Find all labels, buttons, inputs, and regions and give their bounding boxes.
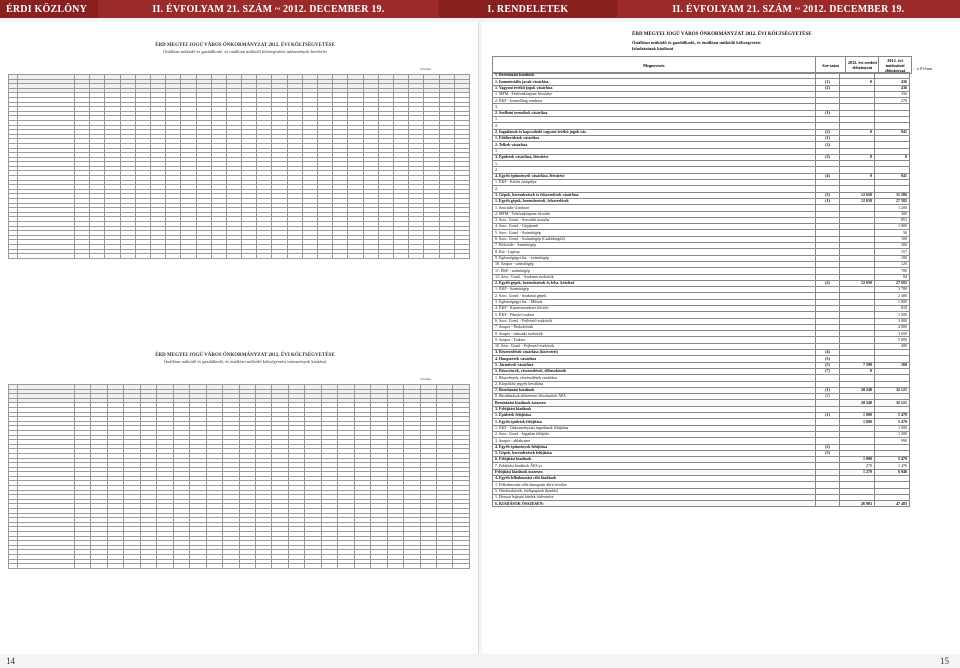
table1-title: ÉRD MEGYEI JOGÚ VÁROS ÖNKORMÁNYZAT 2012. ÉVI KÖLTSÉGVETÉSE: [155, 43, 335, 48]
table-cell-label: 5. Gépek, berendezések felújítása: [493, 450, 816, 456]
table-cell-b: 31 286: [875, 192, 910, 198]
table1-title-block: [100, 42, 390, 55]
table-cell-sor: (3): [815, 154, 839, 160]
table-cell: [157, 564, 173, 569]
table-cell-label: 7. Szapor - Parkolóórák: [493, 324, 816, 330]
table-cell-b: 1 500: [875, 431, 910, 437]
table-cell-label: 5. ÉKF - Fűnyíró traktor: [493, 312, 816, 318]
table-cell: [90, 254, 105, 259]
table-cell-label: 2. Szoc. Gond. - Szakmai gépek: [493, 293, 816, 299]
table-cell-a: 1 270: [840, 469, 875, 475]
table-cell-b: 32 121: [875, 387, 910, 393]
table-cell-label: 5. Szoc. Gond. - Számítógép: [493, 230, 816, 236]
table-cell-a: 270: [840, 463, 875, 469]
table-cell-b: 156: [875, 91, 910, 97]
table2-title: ÉRD MEGYEI JOGÚ VÁROS ÖNKORMÁNYZAT 2012. ÉVI KÖLTSÉGVETÉSE: [155, 353, 335, 358]
table-cell-b: 32 121: [875, 400, 910, 406]
table-cell-label: 4. Szoc. Gond. - Gépjármű: [493, 224, 816, 230]
table-cell: [135, 254, 150, 259]
table-cell-label: 1. Szociális Gondozó: [493, 205, 816, 211]
table-cell-label: 2. Ingatlanok és kapcsolódó vagyoni értékű jogok vás.: [493, 129, 816, 135]
table-cell-sor: (2): [815, 444, 839, 450]
table-cell-sor: (2): [815, 85, 839, 91]
table-cell-label: 8. Kiz - Laptop: [493, 249, 816, 255]
table-cell: [107, 564, 123, 569]
table-cell-b: 841: [875, 129, 910, 135]
table-cell: [9, 564, 18, 569]
table-cell-b: 5 470: [875, 413, 910, 419]
header-eredeti: 2012. évi eredeti előirányzat: [846, 57, 879, 73]
table-cell: [166, 254, 181, 259]
table-cell-b: 700: [875, 268, 910, 274]
table-cell-b: 1 000: [875, 299, 910, 305]
table-cell-label: 3. Szapor - ablakcsere: [493, 438, 816, 444]
table-cell-b: 810: [875, 305, 910, 311]
table-cell-b: 4 800: [875, 324, 910, 330]
table-cell-a: 20 240: [840, 387, 875, 393]
table-cell-b: 27 582: [875, 198, 910, 204]
table-cell-label: 3. Szoc. Gond. - Szociális konyha: [493, 217, 816, 223]
table-cell: [255, 564, 271, 569]
table-cell-sor: (1): [815, 79, 839, 85]
table-cell-label: 6. Felújítási kiadások: [493, 457, 816, 463]
table-cell-b: 436: [875, 79, 910, 85]
table-cell-b: 1 000: [875, 224, 910, 230]
dense-table-grid: [8, 384, 470, 569]
table1-subtitle: Önállóan működő és gazdálkodó, és önállóan működő költségvetési intézmények bevételei: [163, 49, 327, 54]
table-cell-label: 1.: [493, 161, 816, 167]
table-cell-b: 160: [875, 362, 910, 368]
table-cell-label: 7. Beruházási kiadások: [493, 387, 816, 393]
table-cell: [190, 564, 206, 569]
table-cell-label: 8. Beruházások előzetesen felszámított ÁFA: [493, 394, 816, 400]
table-cell-label: 1. Épületek felújítása: [493, 413, 816, 419]
right-page-unit: e Ft-ban: [917, 66, 932, 71]
table-cell-label: 7. Bölcsőde - Számítógép: [493, 243, 816, 249]
table-cell: [321, 564, 337, 569]
table-cell-sor: (2): [815, 280, 839, 286]
table-cell: [173, 564, 189, 569]
table-cell: [424, 254, 439, 259]
table-cell: [140, 564, 156, 569]
table-cell: [9, 254, 18, 259]
table-cell-label: 1. Földterületek vásárlása: [493, 135, 816, 141]
table-cell: [454, 254, 469, 259]
table-cell: [150, 254, 165, 259]
table-cell-a: 12 650: [840, 192, 875, 198]
table-cell-label: 1.: [493, 148, 816, 154]
table-cell-a: 0: [840, 368, 875, 374]
table-cell: [206, 564, 222, 569]
table-cell-sor: (4): [815, 350, 839, 356]
table-cell-sor: (2): [815, 142, 839, 148]
table-cell-b: 851: [875, 217, 910, 223]
table-cell: [272, 564, 288, 569]
table-cell-sor: (1): [815, 110, 839, 116]
table-cell-b: 270: [875, 98, 910, 104]
table-cell: [288, 564, 304, 569]
table-cell: [348, 254, 363, 259]
table-row: [9, 564, 470, 569]
table-cell-b: 5 470: [875, 457, 910, 463]
table-cell-sor: (2): [815, 129, 839, 135]
table-cell-label: 1. Vagyoni értékű jogok vásárlása: [493, 85, 816, 91]
header-modositott: 2012. évi módosított előirányzat: [885, 57, 906, 73]
table-cell-a: 0: [840, 79, 875, 85]
table-cell-label: 2.: [493, 123, 816, 129]
table-cell-b: 1 476: [875, 463, 910, 469]
table-cell-label: 4. Egyéb építmények felújítása: [493, 444, 816, 450]
table-cell-sor: (1): [815, 387, 839, 393]
table-cell-label: 1. Felhalmozási célú támogatás áht-n kívülre: [493, 482, 816, 488]
table-cell-a: 0: [840, 154, 875, 160]
table-cell: [302, 254, 317, 259]
table-cell-b: 27 582: [875, 280, 910, 286]
table-cell: [436, 564, 452, 569]
table-cell-label: 9. Szapor - Traktor: [493, 337, 816, 343]
table-cell-label: 2. Kárpótlási jegyek beváltása: [493, 381, 816, 387]
table-cell: [211, 254, 226, 259]
header-sorszam: Sor-szám: [816, 57, 847, 73]
table-cell-a: 12 650: [840, 280, 875, 286]
table-cell-b: 1 000: [875, 425, 910, 431]
table-cell: [439, 254, 454, 259]
table-cell-label: 3. Felújítási kiadások: [493, 406, 816, 412]
table-cell-a: 1 000: [840, 457, 875, 463]
table-cell: [404, 564, 420, 569]
table-cell-label: 6. Szoc. Gond. - Számítógép (Családsegítő): [493, 236, 816, 242]
table-cell-b: 120: [875, 261, 910, 267]
table-cell-label: 7. Felújítási kiadások ÁFA-ja: [493, 463, 816, 469]
table-cell: [354, 564, 370, 569]
table-cell-sor: (7): [815, 368, 839, 374]
table-cell-label: Felújítási kiadások összesen: [493, 469, 816, 475]
table-cell-b: 841: [875, 173, 910, 179]
table-cell-sor: (4): [815, 173, 839, 179]
table-cell-b: 5 470: [875, 419, 910, 425]
table-cell-label: 1.: [493, 117, 816, 123]
table-cell-b: 300: [875, 211, 910, 217]
left-page: [0, 22, 479, 654]
header-megnevezes: Megnevezés: [493, 57, 816, 73]
table-cell-b: 180: [875, 255, 910, 261]
table-cell-label: 3. Egészségügyi Int. - Műszer: [493, 299, 816, 305]
table-cell: [333, 254, 348, 259]
table-cell-label: 2. Szellemi termékek vásárlása: [493, 110, 816, 116]
table-cell: [305, 564, 321, 569]
table-cell: [371, 564, 387, 569]
table-cell-label: 2. Telkek vásárlása: [493, 142, 816, 148]
table-cell: [120, 254, 135, 259]
table-cell-b: 300: [875, 243, 910, 249]
table-cell-label: 6. KIADÁSOK ÖSSZESEN:: [493, 501, 816, 507]
table-cell: [453, 564, 470, 569]
table-cell-label: 2.: [493, 167, 816, 173]
table-cell-sor: (3): [815, 450, 839, 456]
table-cell-sor: (2): [815, 394, 839, 400]
table-cell-sor: (3): [815, 192, 839, 198]
table-cell: [318, 254, 333, 259]
table-cell: [239, 564, 255, 569]
table-cell-a: 20 240: [840, 400, 875, 406]
table-cell-a: 1 000: [840, 413, 875, 419]
table-cell-label: 1. Részvények, részesedések vásárlása: [493, 375, 816, 381]
table-cell: [242, 254, 257, 259]
right-page-title: ÉRD MEGYEI JOGÚ VÁROS ÖNKORMÁNYZAT 2012. ÉVI KÖLTSÉGVETÉSE: [632, 32, 812, 37]
table-cell-label: 10. Szapor - számítógép: [493, 261, 816, 267]
table-cell: [18, 564, 75, 569]
table-cell: [196, 254, 211, 259]
table-row: [493, 501, 910, 507]
table-cell-label: 1. ÉKF - Kettős futópálya: [493, 180, 816, 186]
table-cell-label: 2. Szoc. Gond. - Ingatlan felújítás: [493, 431, 816, 437]
table-cell: [420, 564, 436, 569]
table-cell-b: 2 400: [875, 293, 910, 299]
table-cell-b: 400: [875, 343, 910, 349]
table-cell-label: 11. ÉKF - számítógép: [493, 268, 816, 274]
table-cell-label: 1. Beruházási kiadások: [493, 73, 816, 79]
issue-label-right: II. ÉVFOLYAM 21. SZÁM ~ 2012. DECEMBER 19.: [617, 0, 960, 18]
table-cell: [105, 254, 120, 259]
right-page-subtitle-2: feladatainak kiadásai: [632, 46, 674, 51]
table-cell-sor: (5): [815, 362, 839, 368]
table-cell-sor: (1): [815, 413, 839, 419]
table-cell-a: 1 000: [840, 419, 875, 425]
table-cell: [223, 564, 239, 569]
table-cell-sor: [815, 501, 839, 507]
table-cell-label: 5. Hiteleszközök, értékpapírok (kiadás): [493, 488, 816, 494]
page-number-right: 15: [940, 656, 949, 666]
table-cell-label: 1. Hosszú lejáratú hitelek törlesztése: [493, 494, 816, 500]
section-label: I. RENDELETEK: [439, 0, 617, 18]
table-cell-label: 1. Egyéb gépek, berendezések, felszerelések: [493, 198, 816, 204]
table-cell: [338, 564, 354, 569]
table-cell-label: 12. Szoc. Gond. - Szakmai eszközök: [493, 274, 816, 280]
table-cell-b: 56: [875, 230, 910, 236]
table-cell-sor: (1): [815, 198, 839, 204]
table-cell: [387, 564, 403, 569]
table-cell: [75, 564, 91, 569]
table-cell-label: 5. Részvények, részesedések, állóeszközök: [493, 368, 816, 374]
table-cell-b: 3 050: [875, 331, 910, 337]
table-cell-a: 0: [840, 129, 875, 135]
table-cell-label: 5. Járművek vásárlása: [493, 362, 816, 368]
table-cell: [409, 254, 424, 259]
table-cell-b: 100: [875, 236, 910, 242]
table-cell-b: 84: [875, 274, 910, 280]
table-cell-b: 157: [875, 249, 910, 255]
table-cell-label: 1. Egyéb épületek felújítása: [493, 419, 816, 425]
right-page-subtitle-1: Önállóan működő és gazdálkodó, és önállóan működő költségvetési: [632, 40, 761, 45]
table-cell: [181, 254, 196, 259]
table-cell: [378, 254, 393, 259]
table-cell-a: 12 650: [840, 198, 875, 204]
table-cell: [393, 254, 408, 259]
table-cell-label: Beruházási kiadások összesen: [493, 400, 816, 406]
table2-title-block: [100, 352, 390, 365]
table-cell-label: 1. ÉKF - Számítógép: [493, 287, 816, 293]
table-row: [9, 254, 470, 259]
right-expense-table: [492, 72, 910, 507]
table-cell-b: 5 000: [875, 337, 910, 343]
table1-unit: e Ft-ban: [420, 67, 431, 71]
table-cell-label: 10. Szoc. Gond. - Fejlesztő eszközök: [493, 343, 816, 349]
table-cell-b: 990: [875, 438, 910, 444]
table-cell-a: 26 983: [840, 501, 875, 507]
table-cell-b: 436: [875, 85, 910, 91]
table-cell: [226, 254, 241, 259]
table-cell-b: 6 946: [875, 469, 910, 475]
table-cell-b: 1 200: [875, 205, 910, 211]
table-cell-b: 3 000: [875, 318, 910, 324]
journal-title-left: ÉRDI KÖZLÖNY: [0, 0, 98, 18]
table-cell-sor: (1): [815, 135, 839, 141]
table-cell: [257, 254, 272, 259]
table-cell-a: 0: [840, 173, 875, 179]
table-cell-label: 2.: [493, 186, 816, 192]
table-cell-label: 8. Szapor - műszaki eszközök: [493, 331, 816, 337]
table-cell-label: 9. Egészségügyi Int. - számítógép: [493, 255, 816, 261]
table-cell-label: 3. Részesedések vásárlása (közvetett): [493, 350, 816, 356]
table-cell: [18, 254, 75, 259]
table-cell-label: 1. ÉKF - Önkormányzati ingatlanok felújítása: [493, 425, 816, 431]
table-cell-label: 2. ÉKF - kontrolling rendszer: [493, 98, 816, 104]
table-cell: [91, 564, 107, 569]
table-cell: [272, 254, 287, 259]
table-cell-label: 4. ÉKF - Kamerarendszer bővítés: [493, 305, 816, 311]
table-cell-label: 1. Immateriális javak vásárlása: [493, 79, 816, 85]
page-number-left: 14: [6, 656, 15, 666]
table-cell-label: 4. Hangszerek vásárlása: [493, 356, 816, 362]
table-cell-b: 3 700: [875, 287, 910, 293]
table-cell-a: 7 590: [840, 362, 875, 368]
dense-table-grid: [8, 74, 470, 259]
page-header: [0, 0, 960, 18]
table-cell-label: 3.: [493, 104, 816, 110]
table-cell-b: 47 483: [875, 501, 910, 507]
table-cell-label: 3. Épületek vásárlása, létesítése: [493, 154, 816, 160]
table-cell-label: 6. Szoc. Gond. - Fejlesztő eszközök: [493, 318, 816, 324]
table-cell-label: 2. MFM - Telefonközpont frissítés: [493, 211, 816, 217]
table-cell-label: 1. MFM - Telefonközpont frissítése: [493, 91, 816, 97]
table-cell-label: 3. Gépek, berendezések és felszerelések vásárlása: [493, 192, 816, 198]
table-cell-label: 2. Egyéb gépek, berendezések és felsz. kötelező: [493, 280, 816, 286]
table-cell: [75, 254, 90, 259]
issue-label-left: II. ÉVFOLYAM 21. SZÁM ~ 2012. DECEMBER 19.: [98, 0, 439, 18]
table-cell-b: 1 500: [875, 312, 910, 318]
table-cell: [124, 564, 140, 569]
table-cell: [363, 254, 378, 259]
table2-unit: e Ft-ban: [420, 377, 431, 381]
table-cell-label: 4. Egyéb építmények vásárlása, létesítése: [493, 173, 816, 179]
table-cell-label: 4. Egyéb felhalmozási célú kiadások: [493, 476, 816, 482]
table-cell: [287, 254, 302, 259]
table-cell-sor: (5): [815, 356, 839, 362]
table-cell-b: 0: [875, 154, 910, 160]
table2-subtitle: Önállóan működő és gazdálkodó, és önállóan működő költségvetési intézmények kiadásai: [163, 359, 327, 364]
